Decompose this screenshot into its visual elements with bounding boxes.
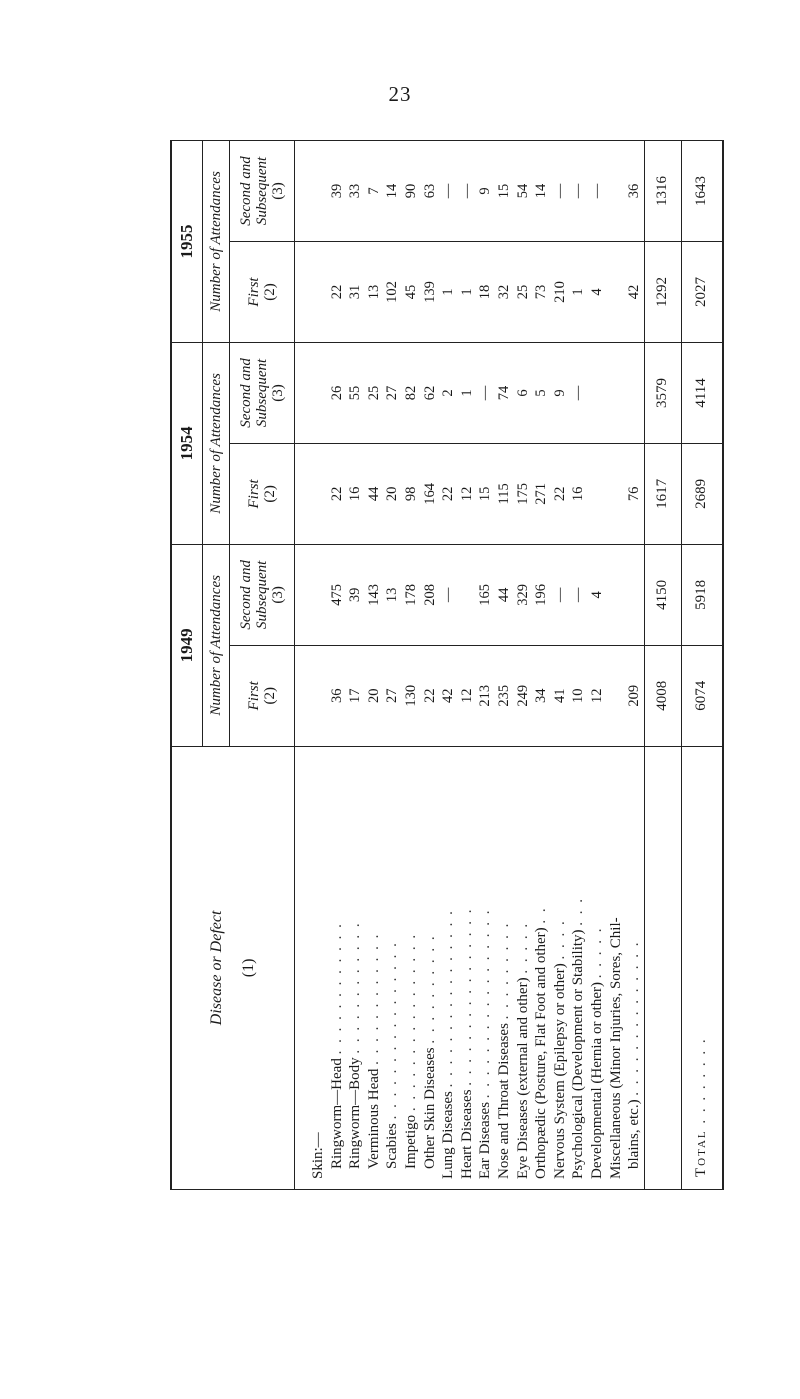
cell-value: 208 xyxy=(421,583,438,606)
disease-name: Other Skin Diseases xyxy=(421,1047,438,1169)
cell-value: 1 xyxy=(458,288,475,296)
disease-column-number: (1) xyxy=(240,958,257,978)
cell-value: 139 xyxy=(421,281,438,303)
first-num: (2) xyxy=(262,687,278,705)
cell-value xyxy=(607,242,626,342)
first-label: First xyxy=(246,479,262,509)
cell-value: 22 xyxy=(328,486,345,502)
disease-name: Skin:— xyxy=(310,1132,326,1179)
disease-row-label xyxy=(532,751,551,1179)
cell-value: 33 xyxy=(347,183,364,199)
subtotal-row xyxy=(644,141,681,1190)
total-label-cell xyxy=(681,746,723,1189)
cell-value: — xyxy=(440,183,457,199)
disease-row-label xyxy=(514,751,533,1179)
total-1954-second: 4114 xyxy=(681,342,723,443)
cell-value: 7 xyxy=(365,187,382,195)
subtotal-1954-first: 1617 xyxy=(644,443,681,544)
total-label: Total xyxy=(693,1129,710,1177)
first-label: First xyxy=(246,277,262,307)
cell-value: — xyxy=(551,183,568,199)
cell-value xyxy=(458,545,477,645)
cell-value xyxy=(309,545,328,645)
disease-row-label xyxy=(588,751,607,1179)
leader-dots: . . xyxy=(533,906,550,924)
cell-value xyxy=(625,343,644,443)
cell-value xyxy=(309,242,328,342)
cell-value: 27 xyxy=(384,385,401,401)
disease-name: Impetigo xyxy=(402,1114,419,1169)
cell-value: 39 xyxy=(328,183,345,199)
disease-name: Lung Diseases xyxy=(440,1091,457,1179)
second-label-2: Subsequent xyxy=(254,358,270,428)
cell-value: 1 xyxy=(440,288,457,296)
subtotal-1949-second: 4150 xyxy=(644,544,681,645)
cell-value: 1 xyxy=(570,288,587,296)
cell-value: 18 xyxy=(477,284,494,300)
disease-row-label xyxy=(495,751,514,1179)
disease-name: Heart Diseases xyxy=(458,1089,475,1179)
cell-value: 178 xyxy=(402,583,419,606)
cell-value: 41 xyxy=(551,688,568,704)
subtotal-1955-first: 1292 xyxy=(644,242,681,343)
cell-value xyxy=(309,141,328,241)
second-num: (3) xyxy=(270,384,286,402)
cell-value: — xyxy=(477,385,494,401)
values-1954-first xyxy=(295,443,645,544)
cell-value: 143 xyxy=(365,583,382,606)
cell-value: 15 xyxy=(477,486,494,502)
disease-row-label xyxy=(476,751,495,1179)
disease-name: Developmental (Hernia or other) xyxy=(588,982,605,1179)
cell-value: 82 xyxy=(402,385,419,401)
cell-value: 98 xyxy=(402,486,419,502)
total-1955-first: 2027 xyxy=(681,242,723,343)
cell-value: 1 xyxy=(458,389,475,397)
cell-value: 22 xyxy=(328,284,345,300)
leader-dots: . . . . . . . . . . . . . . xyxy=(626,940,643,1096)
first-num: (2) xyxy=(262,485,278,503)
cell-value: 42 xyxy=(626,284,643,300)
group-header-1954: Number of Attendances xyxy=(203,342,230,544)
cell-value xyxy=(607,343,626,443)
first-header-1954 xyxy=(230,443,295,544)
leader-dots: . . . . xyxy=(551,919,568,960)
second-num: (3) xyxy=(270,182,286,200)
leader-dots: . . . . . . . . . . xyxy=(421,934,438,1044)
disease-row-label xyxy=(383,751,402,1179)
cell-value: 12 xyxy=(588,688,605,704)
cell-value: 14 xyxy=(533,183,550,199)
cell-value: 54 xyxy=(514,183,531,199)
group-header-1955: Number of Attendances xyxy=(203,141,230,343)
cell-value: — xyxy=(570,183,587,199)
rotated-table-wrapper xyxy=(170,140,710,1190)
total-dots: . . . . . . . . xyxy=(693,1037,710,1124)
disease-column-header xyxy=(171,746,295,1189)
disease-name: Miscellaneous (Minor Injuries, Sores, Chil- xyxy=(607,917,624,1179)
leader-dots: . . . . . . . . . . . . . . . . . xyxy=(477,908,494,1099)
cell-value: 5 xyxy=(533,389,550,397)
cell-value: 165 xyxy=(477,583,494,606)
cell-value: 16 xyxy=(570,486,587,502)
cell-value: 175 xyxy=(514,483,531,505)
cell-value: 2 xyxy=(440,389,457,397)
disease-names-cell xyxy=(295,746,645,1189)
cell-value: — xyxy=(570,385,587,401)
cell-value: — xyxy=(551,587,568,603)
cell-value: 4 xyxy=(588,591,605,599)
cell-value: — xyxy=(570,587,587,603)
cell-value: 475 xyxy=(328,583,345,606)
disease-name: Eye Diseases (external and other) xyxy=(514,977,531,1179)
cell-value: 235 xyxy=(495,684,512,707)
leader-dots: . . . . . . . . . . . . . . . . xyxy=(458,907,475,1086)
disease-row-label xyxy=(607,751,626,1179)
leader-dots: . . . . . xyxy=(514,921,531,974)
disease-row-label xyxy=(625,751,644,1179)
cell-value xyxy=(607,141,626,241)
cell-value: — xyxy=(588,183,605,199)
total-1949-first: 6074 xyxy=(681,645,723,746)
cell-value: 210 xyxy=(551,281,568,303)
cell-value: 44 xyxy=(495,587,512,603)
cell-value xyxy=(309,444,328,544)
cell-value: 76 xyxy=(626,486,643,502)
cell-value: 9 xyxy=(477,187,494,195)
cell-value: 12 xyxy=(458,688,475,704)
cell-value: 31 xyxy=(347,284,364,300)
cell-value: 196 xyxy=(533,583,550,606)
cell-value xyxy=(607,646,626,746)
values-1955-first xyxy=(295,242,645,343)
cell-value: 102 xyxy=(384,281,401,303)
disease-row-label xyxy=(328,751,347,1179)
disease-row-label xyxy=(421,751,440,1179)
cell-value: 34 xyxy=(533,688,550,704)
cell-value: 42 xyxy=(440,688,457,704)
disease-row-label xyxy=(309,751,328,1179)
attendance-table xyxy=(170,140,724,1190)
cell-value xyxy=(309,343,328,443)
disease-row-label xyxy=(458,751,477,1179)
leader-dots: . . . . . . . . . . . . . . . . xyxy=(440,909,457,1088)
cell-value: 271 xyxy=(533,483,550,505)
leader-dots: . . . . . . . . . . . . xyxy=(365,932,382,1065)
disease-name: Psychological (Development or Stability) xyxy=(570,929,587,1179)
cell-value: 63 xyxy=(421,183,438,199)
cell-value: 213 xyxy=(477,684,494,707)
cell-value: 115 xyxy=(495,483,512,505)
cell-value: 90 xyxy=(402,183,419,199)
values-1949-first xyxy=(295,645,645,746)
second-header-1954 xyxy=(230,342,295,443)
year-header-1949: 1949 xyxy=(171,544,203,746)
second-num: (3) xyxy=(270,586,286,604)
cell-value: 27 xyxy=(384,688,401,704)
first-label: First xyxy=(246,681,262,711)
page-number: 23 xyxy=(388,82,412,106)
year-header-1955: 1955 xyxy=(171,141,203,343)
cell-value: 36 xyxy=(626,183,643,199)
cell-value xyxy=(588,444,607,544)
cell-value: 73 xyxy=(533,284,550,300)
cell-value: 32 xyxy=(495,284,512,300)
cell-value: 22 xyxy=(551,486,568,502)
disease-name: Ringworm—Head xyxy=(328,1058,345,1169)
disease-row-label xyxy=(439,751,458,1179)
second-label-1: Second and xyxy=(238,358,254,428)
leader-dots: . . . . . . . . . . . . . . . . xyxy=(402,932,419,1112)
cell-value xyxy=(625,545,644,645)
cell-value: — xyxy=(440,587,457,603)
first-num: (2) xyxy=(262,283,278,301)
cell-value: — xyxy=(458,183,475,199)
total-row xyxy=(681,141,723,1190)
disease-row-label xyxy=(365,751,384,1179)
cell-value: 55 xyxy=(347,385,364,401)
subtotal-1955-second: 1316 xyxy=(644,141,681,242)
cell-value: 6 xyxy=(514,389,531,397)
second-header-1955 xyxy=(230,141,295,242)
disease-name: Ear Diseases xyxy=(477,1101,494,1179)
second-label-2: Subsequent xyxy=(254,156,270,226)
leader-dots: . . . . . . . . . xyxy=(495,921,512,1020)
second-label-2: Subsequent xyxy=(254,560,270,629)
leader-dots: . . . . . . . . . . . . xyxy=(328,922,345,1055)
body-row xyxy=(295,141,645,1190)
disease-row-label xyxy=(346,751,365,1179)
second-label-1: Second and xyxy=(238,156,254,226)
cell-value xyxy=(607,545,626,645)
second-label-1: Second and xyxy=(238,560,254,630)
cell-value: 9 xyxy=(551,389,568,397)
cell-value xyxy=(607,444,626,544)
subtotal-label xyxy=(644,746,681,1189)
cell-value: 36 xyxy=(328,688,345,704)
leader-dots: . . . . . . . . . . . . xyxy=(347,921,364,1054)
year-header-1954: 1954 xyxy=(171,342,203,544)
cell-value: 39 xyxy=(347,587,364,603)
leader-dots: . . . . . . . . . . . . . . . . xyxy=(384,941,401,1120)
disease-row-label xyxy=(551,751,570,1179)
values-1949-second xyxy=(295,544,645,645)
disease-name: Nose and Throat Diseases xyxy=(495,1023,512,1179)
cell-value: 20 xyxy=(384,486,401,502)
first-header-1955 xyxy=(230,242,295,343)
cell-value: 130 xyxy=(402,684,419,707)
disease-name: Verminous Head xyxy=(365,1068,382,1169)
group-header-1949: Number of Attendances xyxy=(203,544,230,746)
cell-value: 17 xyxy=(347,688,364,704)
cell-value: 25 xyxy=(514,284,531,300)
disease-column-title: Disease or Defect xyxy=(208,910,225,1026)
cell-value: 164 xyxy=(421,483,438,505)
cell-value: 25 xyxy=(365,385,382,401)
cell-value: 26 xyxy=(328,385,345,401)
cell-value: 20 xyxy=(365,688,382,704)
cell-value: 4 xyxy=(588,288,605,296)
cell-value xyxy=(588,343,607,443)
total-1954-first: 2689 xyxy=(681,443,723,544)
disease-name: Orthopædic (Posture, Flat Foot and other) xyxy=(533,927,550,1179)
cell-value: 209 xyxy=(626,684,643,707)
cell-value: 14 xyxy=(384,183,401,199)
cell-value xyxy=(309,646,328,746)
disease-name: Nervous System (Epilepsy or other) xyxy=(551,963,568,1179)
disease-row-label xyxy=(402,751,421,1179)
disease-name: Scabies xyxy=(384,1123,401,1169)
cell-value: 13 xyxy=(384,587,401,603)
disease-row-label xyxy=(569,751,588,1179)
cell-value: 13 xyxy=(365,284,382,300)
second-header-1949 xyxy=(230,544,295,645)
cell-value: 62 xyxy=(421,385,438,401)
cell-value: 329 xyxy=(514,583,531,606)
cell-value: 12 xyxy=(458,486,475,502)
cell-value: 44 xyxy=(365,486,382,502)
cell-value: 45 xyxy=(402,284,419,300)
cell-value: 249 xyxy=(514,684,531,707)
subtotal-1949-first: 4008 xyxy=(644,645,681,746)
disease-name: blains, etc.) xyxy=(626,1099,643,1169)
cell-value: 10 xyxy=(570,688,587,704)
leader-dots: . . . . . xyxy=(588,926,605,979)
first-header-1949 xyxy=(230,645,295,746)
cell-value: 74 xyxy=(495,385,512,401)
values-1955-second xyxy=(295,141,645,242)
cell-value: 15 xyxy=(495,183,512,199)
leader-dots: . . . xyxy=(570,896,587,926)
values-1954-second xyxy=(295,342,645,443)
cell-value: 22 xyxy=(421,688,438,704)
subtotal-1954-second: 3579 xyxy=(644,342,681,443)
cell-value: 22 xyxy=(440,486,457,502)
total-1955-second: 1643 xyxy=(681,141,723,242)
total-1949-second: 5918 xyxy=(681,544,723,645)
disease-name: Ringworm—Body xyxy=(347,1057,364,1169)
cell-value: 16 xyxy=(347,486,364,502)
